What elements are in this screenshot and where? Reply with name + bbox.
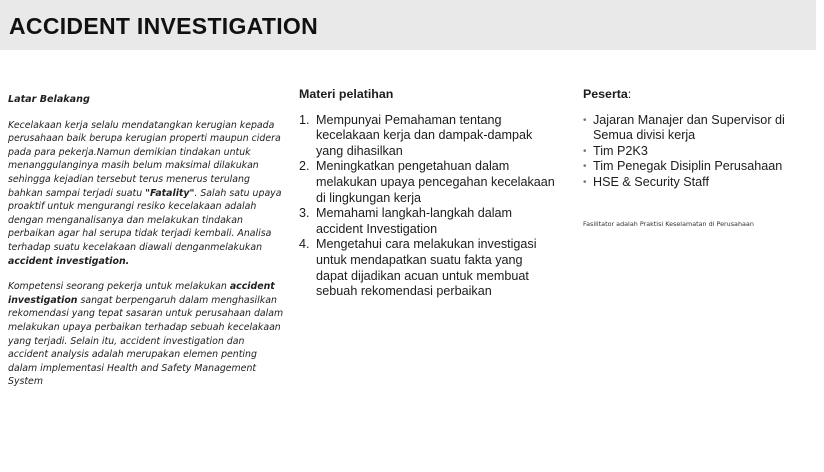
list-text: Memahami langkah-langkah dalam accident Investigation — [316, 206, 513, 236]
list-item — [583, 175, 819, 191]
background-paragraph-2 — [8, 280, 284, 389]
list-item — [299, 159, 557, 206]
participants-heading — [583, 87, 819, 103]
list-item — [299, 206, 557, 237]
list-text: Mempunyai Pemahaman tentang kecelakaan kerja dan dampak-dampak yang dihasilkan — [316, 112, 533, 158]
training-material-list — [299, 113, 557, 300]
list-item — [299, 237, 557, 299]
header-band — [0, 0, 816, 50]
facilitator-note: Fasilitator adalah Praktisi Keselamatan di Perusahaan — [583, 220, 754, 228]
list-number: 4. — [299, 237, 310, 252]
background-section — [8, 93, 284, 389]
list-text: Tim Penegak Disiplin Perusahaan — [593, 159, 783, 174]
list-number: 3. — [299, 206, 310, 221]
list-text: Jajaran Manajer dan Supervisor di Semua divisi kerja — [593, 112, 785, 143]
background-heading: Latar Belakang — [8, 94, 90, 105]
list-text: Meningkatkan pengetahuan dalam melakukan upaya pencegahan kecelakaan di lingkungan kerja — [316, 159, 555, 205]
training-material-section — [299, 87, 557, 300]
bullet-icon: • — [583, 114, 587, 126]
emphasis-accident-investigation: accident investigation. — [8, 255, 130, 267]
page-title: ACCIDENT INVESTIGATION — [9, 13, 319, 39]
participants-heading-colon: : — [627, 87, 632, 101]
list-number: 2. — [299, 159, 310, 174]
background-text: . Salah satu upaya proaktif untuk mengurangi resiko kecelakaan adalah dengan menganalisanya dan melakukan tindakan perbaikan agar hal serupa tidak terjadi kembali. Analisa terhadap suatu kecelakaan diawali denganmelakukan — [8, 187, 282, 253]
training-material-heading: Materi pelatihan — [299, 87, 394, 101]
background-text: sangat berpengaruh dalam menghasilkan rekomendasi yang tepat sasaran untuk perusahaan dalam melakukan upaya perbaikan terhadap sebuah kecelakaan yang terjadi. Selain itu, accident investigation dan accident analysis adalah merupakan elemen penting dalam implementasi Health and Safety Management System — [8, 294, 284, 388]
list-number: 1. — [299, 112, 310, 127]
list-item — [583, 144, 819, 160]
list-text: Tim P2K3 — [593, 143, 648, 158]
participants-list — [583, 113, 819, 191]
list-item — [299, 113, 557, 160]
emphasis-accident-investigation: accident investigation — [8, 281, 275, 306]
bullet-icon: • — [583, 161, 587, 173]
emphasis-fatality: "Fatality" — [145, 187, 195, 199]
background-text: Kompetensi seorang pekerja untuk melakukan — [8, 281, 230, 293]
background-text: Kecelakaan kerja selalu mendatangkan kerugian kepada perusahaan baik berupa kerugian properti maupun cidera pada para pekerja.Namun demikian tindakan untuk menanggulanginya masih belum maksimal dilakukan sehingga kejadian tersebut terus menerus terulang bahkan sampai terjadi suatu — [8, 119, 281, 199]
bullet-icon: • — [583, 145, 587, 157]
list-text: HSE & Security Staff — [593, 174, 709, 189]
participants-heading-label: Peserta — [583, 87, 628, 101]
background-paragraph-1 — [8, 119, 284, 269]
list-item — [583, 113, 819, 144]
list-text: Mengetahui cara melakukan investigasi untuk mendapatkan suatu fakta yang dapat dijadikan acuan untuk membuat sebuah rekomendasi perbaikan — [316, 237, 537, 299]
list-item — [583, 159, 819, 175]
participants-section — [583, 87, 819, 191]
bullet-icon: • — [583, 176, 587, 188]
